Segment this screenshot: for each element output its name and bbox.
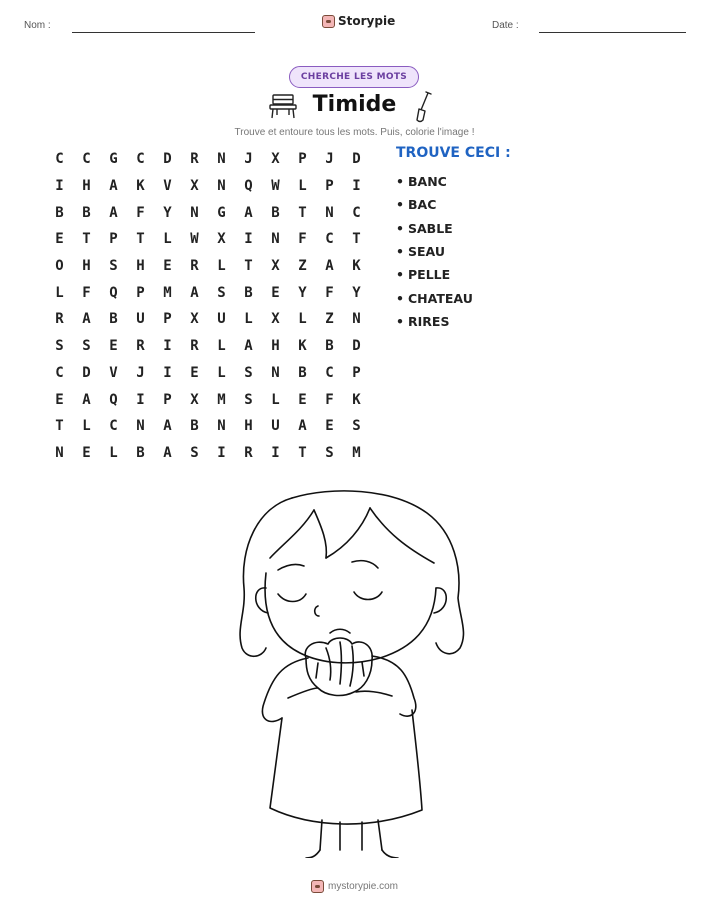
grid-cell[interactable]: J (136, 364, 145, 381)
grid-cell[interactable]: C (325, 364, 334, 381)
grid-cell[interactable]: I (352, 178, 361, 195)
shy-girl-illustration (222, 488, 484, 858)
grid-cell[interactable]: Q (244, 178, 253, 195)
grid-cell[interactable]: L (217, 258, 226, 275)
grid-cell[interactable]: U (217, 311, 226, 328)
grid-cell[interactable]: B (244, 284, 253, 301)
grid-cell[interactable]: A (109, 178, 118, 195)
grid-cell[interactable]: R (190, 338, 199, 355)
grid-cell[interactable]: A (190, 284, 199, 301)
activity-badge: CHERCHE LES MOTS (289, 66, 419, 88)
grid-cell[interactable]: I (163, 364, 172, 381)
grid-cell[interactable]: I (55, 178, 64, 195)
word-list-item (396, 240, 473, 263)
grid-cell[interactable]: S (244, 364, 253, 381)
grid-cell[interactable]: C (352, 204, 361, 221)
grid-cell[interactable]: A (82, 311, 91, 328)
grid-cell[interactable]: H (82, 178, 91, 195)
word-label: RIRES (408, 313, 450, 329)
grid-cell[interactable]: E (55, 231, 64, 248)
grid-cell[interactable]: T (244, 258, 253, 275)
grid-cell[interactable]: D (82, 364, 91, 381)
grid-cell[interactable]: L (55, 284, 64, 301)
instructions: Trouve et entoure tous les mots. Puis, colorie l'image ! (234, 127, 475, 138)
grid-cell[interactable]: S (244, 391, 253, 408)
word-label: SEAU (408, 244, 445, 260)
brand-name: Storypie (338, 14, 396, 28)
bullet-icon: • (396, 313, 404, 329)
grid-cell[interactable]: J (325, 151, 334, 168)
word-list-item (396, 217, 473, 240)
grid-cell[interactable]: K (352, 258, 361, 275)
grid-cell[interactable]: X (190, 391, 199, 408)
bullet-icon: • (396, 197, 404, 213)
grid-cell[interactable]: N (217, 151, 226, 168)
grid-cell[interactable]: F (82, 284, 91, 301)
grid-cell[interactable]: T (298, 444, 307, 461)
wordlist-title: TROUVE CECI : (396, 145, 511, 161)
grid-cell[interactable]: V (163, 178, 172, 195)
grid-cell[interactable]: B (298, 364, 307, 381)
grid-cell[interactable]: T (82, 231, 91, 248)
date-line (539, 32, 686, 33)
grid-cell[interactable]: Q (109, 284, 118, 301)
grid-cell[interactable]: I (244, 231, 253, 248)
grid-cell[interactable]: A (244, 338, 253, 355)
bullet-icon: • (396, 220, 404, 236)
grid-cell[interactable]: I (136, 391, 145, 408)
grid-cell[interactable]: N (55, 444, 64, 461)
grid-cell[interactable]: E (190, 364, 199, 381)
grid-cell[interactable]: B (190, 418, 199, 435)
grid-cell[interactable]: E (109, 338, 118, 355)
word-label: CHATEAU (408, 290, 473, 306)
grid-cell[interactable]: C (325, 231, 334, 248)
grid-cell[interactable]: K (136, 178, 145, 195)
grid-cell[interactable]: H (136, 258, 145, 275)
grid-cell[interactable]: E (55, 391, 64, 408)
brand (322, 14, 395, 28)
grid-cell[interactable]: G (109, 151, 118, 168)
grid-cell[interactable]: I (217, 444, 226, 461)
page-title: Timide (312, 92, 397, 117)
grid-cell[interactable]: X (190, 311, 199, 328)
grid-cell[interactable]: V (109, 364, 118, 381)
grid-cell[interactable]: D (352, 151, 361, 168)
grid-cell[interactable]: A (244, 204, 253, 221)
grid-cell[interactable]: P (298, 151, 307, 168)
grid-cell[interactable]: A (163, 418, 172, 435)
grid-cell[interactable]: T (352, 231, 361, 248)
grid-cell[interactable]: E (325, 418, 334, 435)
grid-cell[interactable]: H (271, 338, 280, 355)
word-label: BANC (408, 174, 447, 190)
grid-cell[interactable]: C (55, 364, 64, 381)
grid-cell[interactable]: D (163, 151, 172, 168)
grid-cell[interactable]: K (298, 338, 307, 355)
grid-cell[interactable]: Z (325, 311, 334, 328)
grid-cell[interactable]: S (55, 338, 64, 355)
grid-cell[interactable]: I (163, 338, 172, 355)
bullet-icon: • (396, 244, 404, 260)
grid-cell[interactable]: R (136, 338, 145, 355)
shovel-icon (412, 90, 434, 124)
grid-cell[interactable]: L (82, 418, 91, 435)
grid-cell[interactable]: O (55, 258, 64, 275)
grid-cell[interactable]: M (163, 284, 172, 301)
footer-url: mystorypie.com (327, 881, 398, 892)
grid-cell[interactable]: M (352, 444, 361, 461)
grid-cell[interactable]: E (82, 444, 91, 461)
storypie-logo-icon (322, 15, 335, 28)
grid-cell[interactable]: R (190, 151, 199, 168)
grid-cell[interactable]: P (325, 178, 334, 195)
grid-cell[interactable]: X (271, 311, 280, 328)
grid-cell[interactable]: J (244, 151, 253, 168)
grid-cell[interactable]: F (325, 284, 334, 301)
grid-cell[interactable]: C (55, 151, 64, 168)
grid-cell[interactable]: B (136, 444, 145, 461)
grid-cell[interactable]: E (163, 258, 172, 275)
grid-cell[interactable]: P (109, 231, 118, 248)
bullet-icon: • (396, 174, 404, 190)
grid-cell[interactable]: B (55, 204, 64, 221)
grid-cell[interactable]: F (298, 231, 307, 248)
footer (0, 880, 709, 893)
grid-cell[interactable]: E (271, 284, 280, 301)
grid-cell[interactable]: L (217, 364, 226, 381)
grid-cell[interactable]: A (82, 391, 91, 408)
grid-cell[interactable]: N (217, 178, 226, 195)
grid-cell[interactable]: D (352, 338, 361, 355)
grid-cell[interactable]: L (244, 311, 253, 328)
grid-cell[interactable]: I (271, 444, 280, 461)
grid-cell[interactable]: F (325, 391, 334, 408)
word-list-item (396, 263, 473, 286)
grid-cell[interactable]: X (271, 151, 280, 168)
word-label: PELLE (408, 267, 451, 283)
grid-cell[interactable]: P (163, 391, 172, 408)
grid-cell[interactable]: H (244, 418, 253, 435)
grid-cell[interactable]: S (109, 258, 118, 275)
grid-cell[interactable]: X (190, 178, 199, 195)
grid-cell[interactable]: B (82, 204, 91, 221)
grid-cell[interactable]: G (217, 204, 226, 221)
grid-cell[interactable]: F (136, 204, 145, 221)
grid-cell[interactable]: N (190, 204, 199, 221)
grid-cell[interactable]: R (190, 258, 199, 275)
grid-cell[interactable]: C (136, 151, 145, 168)
name-label: Nom : (24, 20, 51, 31)
grid-cell[interactable]: H (82, 258, 91, 275)
grid-cell[interactable]: W (190, 231, 199, 248)
word-list-item (396, 286, 473, 309)
word-list-item (396, 193, 473, 216)
grid-cell[interactable]: B (109, 311, 118, 328)
word-label: BAC (408, 197, 437, 213)
grid-cell[interactable]: S (325, 444, 334, 461)
bullet-icon: • (396, 267, 404, 283)
grid-cell[interactable]: A (109, 204, 118, 221)
word-list (396, 170, 473, 333)
name-line (72, 32, 255, 33)
grid-cell[interactable]: C (109, 418, 118, 435)
grid-cell[interactable]: A (298, 418, 307, 435)
grid-cell[interactable]: R (244, 444, 253, 461)
grid-cell[interactable]: T (55, 418, 64, 435)
grid-cell[interactable]: Z (298, 258, 307, 275)
grid-cell[interactable]: A (163, 444, 172, 461)
grid-cell[interactable]: B (325, 338, 334, 355)
grid-cell[interactable]: L (298, 311, 307, 328)
grid-cell[interactable]: B (271, 204, 280, 221)
grid-cell[interactable]: N (271, 231, 280, 248)
grid-cell[interactable]: T (298, 204, 307, 221)
grid-cell[interactable]: S (82, 338, 91, 355)
date-label: Date : (492, 20, 519, 31)
grid-cell[interactable]: N (325, 204, 334, 221)
grid-cell[interactable]: R (55, 311, 64, 328)
grid-cell[interactable]: P (136, 284, 145, 301)
grid-cell[interactable]: L (271, 391, 280, 408)
grid-cell[interactable]: L (163, 231, 172, 248)
storypie-logo-icon (311, 880, 324, 893)
grid-cell[interactable]: N (136, 418, 145, 435)
grid-cell[interactable]: A (325, 258, 334, 275)
word-list-item (396, 170, 473, 193)
grid-cell[interactable]: Y (298, 284, 307, 301)
grid-cell[interactable]: L (298, 178, 307, 195)
grid-cell[interactable]: S (217, 284, 226, 301)
grid-cell[interactable]: M (217, 391, 226, 408)
grid-cell[interactable]: E (298, 391, 307, 408)
grid-cell[interactable]: K (352, 391, 361, 408)
grid-cell[interactable]: N (217, 418, 226, 435)
grid-cell[interactable]: L (217, 338, 226, 355)
grid-cell[interactable]: C (82, 151, 91, 168)
grid-cell[interactable]: N (271, 364, 280, 381)
grid-cell[interactable]: P (163, 311, 172, 328)
grid-cell[interactable]: U (136, 311, 145, 328)
word-search-grid (46, 146, 370, 466)
grid-cell[interactable]: Q (109, 391, 118, 408)
grid-cell[interactable]: Y (163, 204, 172, 221)
bullet-icon: • (396, 290, 404, 306)
grid-cell[interactable]: L (109, 444, 118, 461)
grid-cell[interactable]: X (217, 231, 226, 248)
grid-cell[interactable]: W (271, 178, 280, 195)
grid-cell[interactable]: S (190, 444, 199, 461)
grid-cell[interactable]: X (271, 258, 280, 275)
grid-cell[interactable]: Y (352, 284, 361, 301)
grid-cell[interactable]: S (352, 418, 361, 435)
grid-cell[interactable]: T (136, 231, 145, 248)
grid-cell[interactable]: P (352, 364, 361, 381)
grid-cell[interactable]: U (271, 418, 280, 435)
grid-cell[interactable]: N (352, 311, 361, 328)
word-list-item (396, 310, 473, 333)
word-label: SABLE (408, 220, 453, 236)
